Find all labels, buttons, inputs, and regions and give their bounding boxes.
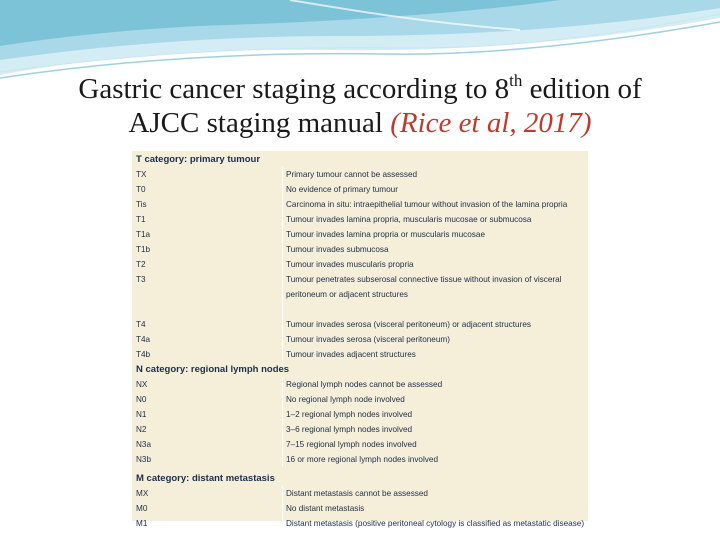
stage-description: Distant metastasis (positive peritoneal cytology is classified as metastatic disease): [286, 519, 585, 528]
table-row: [132, 422, 588, 437]
table-row: [132, 452, 588, 467]
table-row: [132, 287, 588, 302]
table-row: [132, 392, 588, 407]
stage-code: TX: [136, 170, 147, 179]
stage-description: Tumour invades adjacent structures: [286, 350, 416, 359]
table-row: [132, 377, 588, 392]
stage-code: N1: [136, 410, 147, 419]
stage-description: Distant metastasis cannot be assessed: [286, 489, 428, 498]
stage-code: M1: [136, 519, 148, 528]
title-line-1: Gastric cancer staging according to 8th edition of: [78, 71, 642, 105]
citation: (Rice et al, 2017): [390, 107, 592, 139]
stage-code: N3a: [136, 440, 152, 449]
stage-description: Tumour penetrates subserosal connective tissue without invasion of visceral: [286, 275, 562, 284]
stage-description: 16 or more regional lymph nodes involved: [286, 455, 439, 464]
section-header: T category: primary tumour: [136, 154, 261, 165]
table-row: [132, 486, 588, 501]
staging-table: [132, 151, 588, 528]
stage-description: No evidence of primary tumour: [286, 185, 398, 194]
stage-description: 1–2 regional lymph nodes involved: [286, 410, 413, 419]
table-row: [132, 212, 588, 227]
stage-code: MX: [136, 489, 149, 498]
stage-description: Tumour invades lamina propria or muscularis mucosae: [286, 230, 486, 239]
column-divider: [282, 167, 283, 362]
stage-description: No distant metastasis: [286, 504, 365, 513]
table-row: [132, 302, 588, 317]
title-line-2: AJCC staging manual (Rice et al, 2017): [128, 107, 592, 139]
column-divider: [282, 486, 283, 531]
table-row: [132, 182, 588, 197]
stage-code: T1b: [136, 245, 151, 254]
table-row: [132, 227, 588, 242]
stage-description: 3–6 regional lymph nodes involved: [286, 425, 413, 434]
stage-code: N3b: [136, 455, 152, 464]
stage-code: Tis: [136, 200, 147, 209]
stage-code: T1: [136, 215, 146, 224]
section-header: N category: regional lymph nodes: [136, 364, 290, 375]
table-row: [132, 332, 588, 347]
table-row: [132, 272, 588, 287]
table-row: [132, 437, 588, 452]
stage-code: T4b: [136, 350, 151, 359]
stage-code: NX: [136, 380, 148, 389]
section-header: M category: distant metastasis: [136, 473, 275, 484]
table-row: [132, 407, 588, 422]
table-row: [132, 257, 588, 272]
stage-description: Tumour invades muscularis propria: [286, 260, 414, 269]
stage-description: Carcinoma in situ: intraepithelial tumour without invasion of the lamina propria: [286, 200, 568, 209]
stage-description: Tumour invades serosa (visceral peritoneum): [286, 335, 450, 344]
stage-description: Regional lymph nodes cannot be assessed: [286, 380, 443, 389]
stage-description: Tumour invades serosa (visceral peritoneum) or adjacent structures: [286, 320, 531, 329]
stage-code: N2: [136, 425, 147, 434]
stage-code: T4: [136, 320, 146, 329]
table-row: [132, 242, 588, 257]
stage-description: Tumour invades submucosa: [286, 245, 389, 254]
stage-description: No regional lymph node involved: [286, 395, 405, 404]
table-row: [132, 501, 588, 516]
column-divider: [282, 377, 283, 467]
slide-title: [0, 72, 720, 140]
stage-description: Primary tumour cannot be assessed: [286, 170, 418, 179]
stage-code: T4a: [136, 335, 151, 344]
stage-description: Tumour invades lamina propria, muscularis mucosae or submucosa: [286, 215, 532, 224]
stage-code: T1a: [136, 230, 151, 239]
stage-code: T3: [136, 275, 146, 284]
table-row: [132, 516, 588, 531]
stage-description: 7–15 regional lymph nodes involved: [286, 440, 417, 449]
stage-code: T0: [136, 185, 146, 194]
table-row: [132, 347, 588, 362]
stage-code: M0: [136, 504, 148, 513]
stage-description: peritoneum or adjacent structures: [286, 290, 408, 299]
table-row: [132, 317, 588, 332]
stage-code: T2: [136, 260, 146, 269]
table-row: [132, 167, 588, 182]
table-row: [132, 197, 588, 212]
stage-code: N0: [136, 395, 147, 404]
